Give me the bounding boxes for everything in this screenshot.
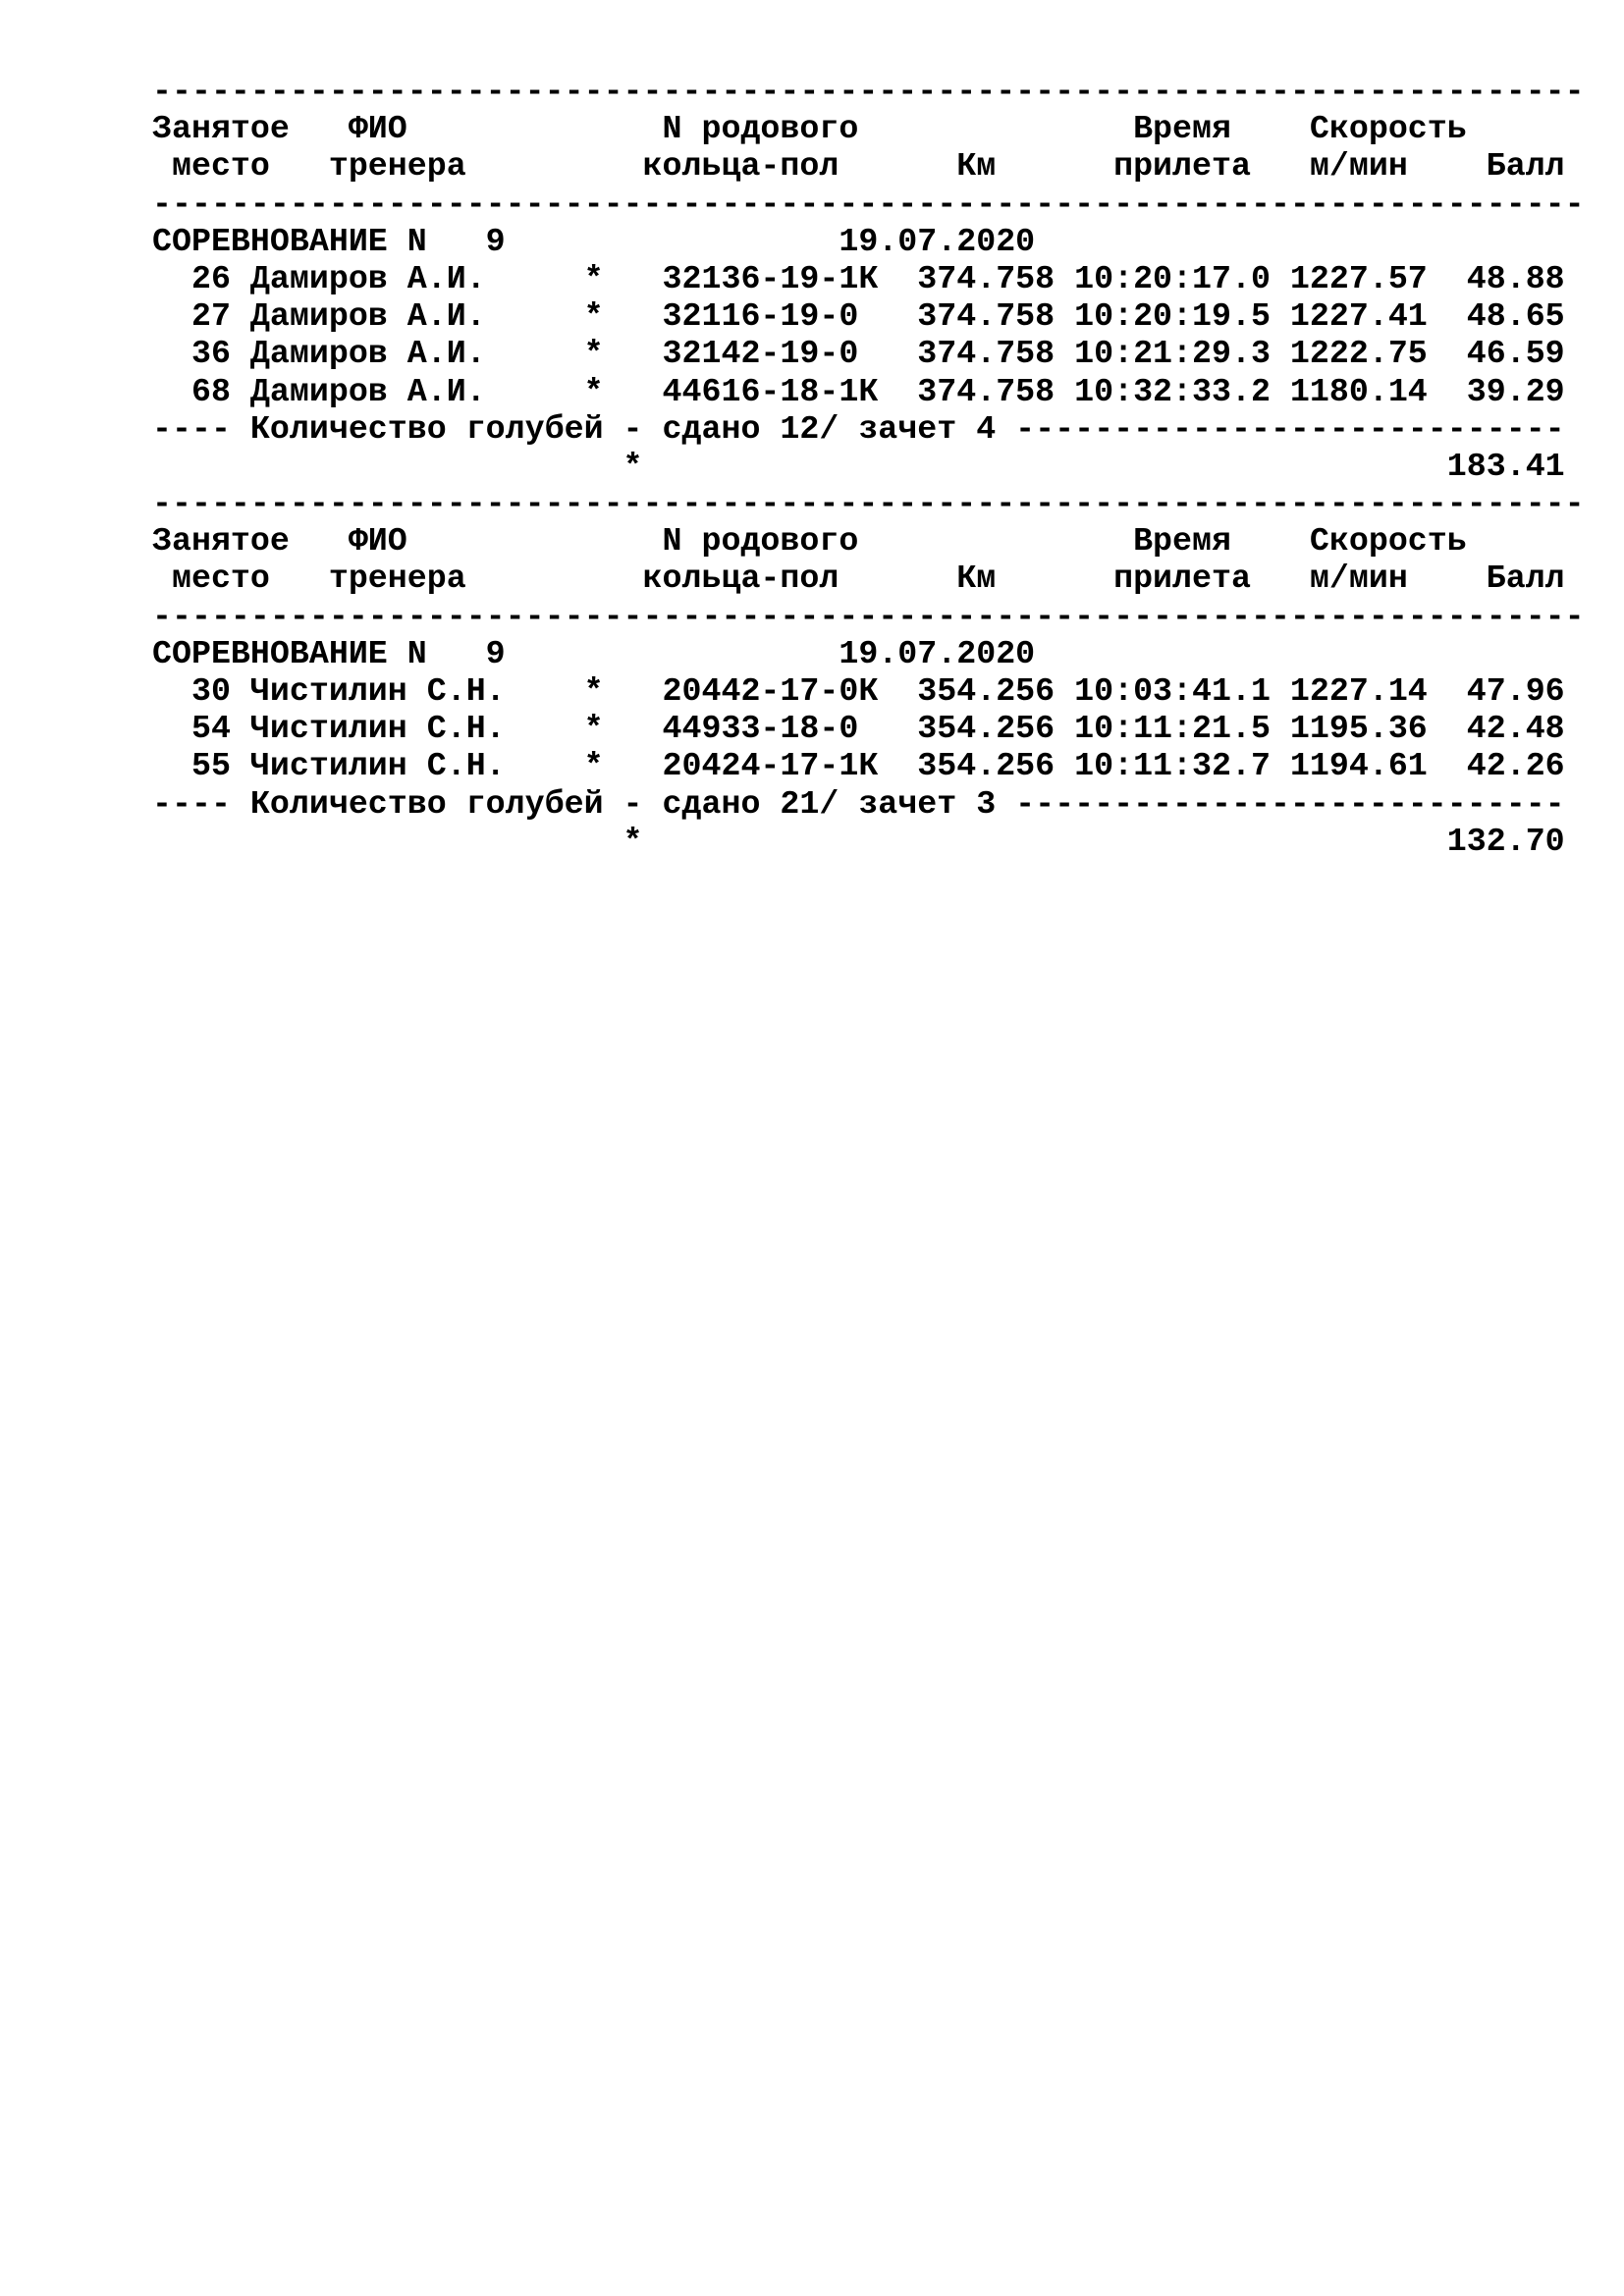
table-row: 26 Дамиров А.И. * 32136-19-1К 374.758 10:20:17.0 1227.57 48.88 — [152, 259, 1565, 297]
pigeon-count-summary: ---- Количество голубей - сдано 12/ зачет 4 ---------------------------- — [152, 409, 1565, 448]
column-headers-line-2: место тренера кольца-пол Км прилета м/мин Балл — [152, 560, 1565, 598]
column-headers-line-1: Занятое ФИО N родового Время Скорость — [152, 110, 1604, 148]
column-headers-line-2: место тренера кольца-пол Км прилета м/мин Балл — [152, 147, 1565, 186]
table-row: 54 Чистилин С.Н. * 44933-18-0 354.256 10:11:21.5 1195.36 42.48 — [152, 710, 1565, 748]
table-row: 55 Чистилин С.Н. * 20424-17-1К 354.256 10:11:32.7 1194.61 42.26 — [152, 747, 1565, 785]
table-row: 27 Дамиров А.И. * 32116-19-0 374.758 10:20:19.5 1227.41 48.65 — [152, 297, 1565, 336]
score-total: * 183.41 — [152, 447, 1565, 485]
column-headers-line-1: Занятое ФИО N родового Время Скорость — [152, 522, 1604, 561]
result-block — [152, 73, 1604, 485]
result-block — [152, 485, 1604, 860]
header-rule-top: ------------------------------------------------------------------------- — [152, 73, 1585, 110]
competition-title: СОРЕВНОВАНИЕ N 9 19.07.2020 — [152, 222, 1036, 260]
table-row: 36 Дамиров А.И. * 32142-19-0 374.758 10:21:29.3 1222.75 46.59 — [152, 335, 1565, 373]
table-row: 30 Чистилин С.Н. * 20442-17-0К 354.256 10:03:41.1 1227.14 47.96 — [152, 672, 1565, 710]
table-row: 68 Дамиров А.И. * 44616-18-1К 374.758 10:32:33.2 1180.14 39.29 — [152, 372, 1565, 410]
header-rule-top: ------------------------------------------------------------------------- — [152, 485, 1585, 523]
report-sheet — [152, 73, 1604, 860]
pigeon-count-summary: ---- Количество голубей - сдано 21/ зачет 3 ---------------------------- — [152, 784, 1565, 823]
score-total: * 132.70 — [152, 822, 1565, 860]
header-rule-bottom: ------------------------------------------------------------------------- — [152, 597, 1585, 635]
header-rule-bottom: ------------------------------------------------------------------------- — [152, 185, 1585, 223]
competition-title: СОРЕВНОВАНИЕ N 9 19.07.2020 — [152, 634, 1036, 672]
